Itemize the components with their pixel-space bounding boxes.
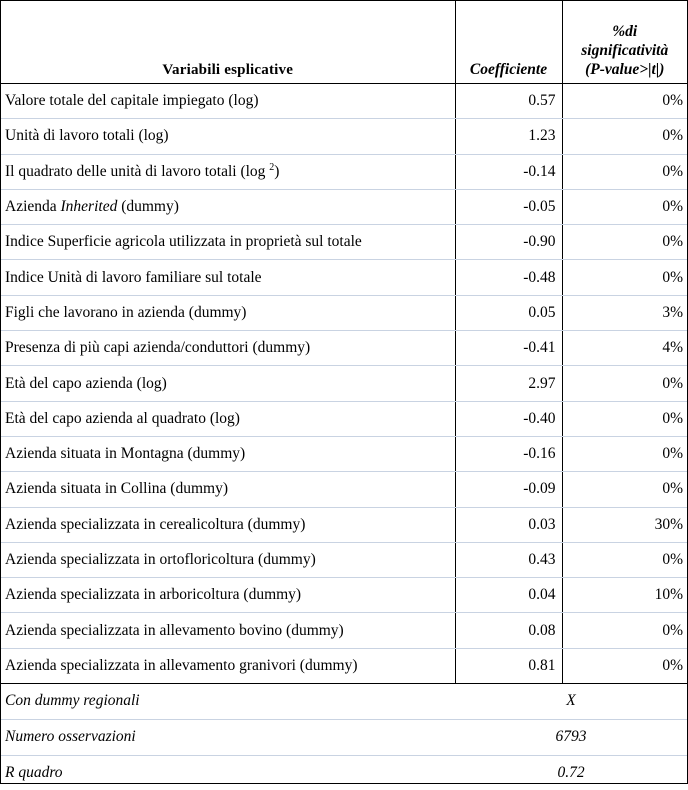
header-coefficient: Coefficiente: [455, 1, 562, 84]
table-row: [1, 507, 687, 542]
footer-value: 0.72: [557, 764, 585, 782]
row-label: Azienda specializzata in allevamento granivori (dummy): [1, 648, 455, 683]
footer-value: 6793: [455, 719, 687, 755]
table-row: [1, 542, 687, 577]
row-label: Figli che lavorano in azienda (dummy): [1, 295, 455, 330]
row-label-superscript: 2: [269, 162, 275, 174]
row-coefficient: -0.90: [455, 225, 562, 260]
row-coefficient: -0.41: [455, 331, 562, 366]
row-label: Azienda situata in Collina (dummy): [1, 472, 455, 507]
row-coefficient: 0.05: [455, 295, 562, 330]
footer-row-regional-dummies: [1, 684, 687, 720]
row-coefficient: 0.08: [455, 613, 562, 648]
row-coefficient: 0.04: [455, 578, 562, 613]
footer-value: X: [455, 684, 687, 720]
row-label: Azienda specializzata in arboricoltura (dummy): [1, 578, 455, 613]
header-significance-line2: significatività: [581, 42, 669, 59]
table-header-row: [1, 1, 687, 84]
row-pvalue: 0%: [562, 366, 687, 401]
row-pvalue: 0%: [562, 119, 687, 154]
table-row: [1, 648, 687, 683]
table-row: [1, 119, 687, 154]
row-label-text-end: (dummy): [117, 198, 179, 216]
row-coefficient: -0.09: [455, 472, 562, 507]
row-coefficient: 2.97: [455, 366, 562, 401]
row-pvalue: 10%: [562, 578, 687, 613]
row-label-text: Il quadrato delle unità di lavoro totali (log: [5, 163, 270, 181]
table-row: [1, 295, 687, 330]
row-pvalue: 3%: [562, 295, 687, 330]
header-significance-line3: (P-value>|t|): [585, 61, 665, 78]
row-pvalue: 0%: [562, 189, 687, 224]
row-label: Azienda situata in Montagna (dummy): [1, 436, 455, 471]
row-label: Unità di lavoro totali (log): [1, 119, 455, 154]
row-label-text: Azienda: [5, 198, 61, 216]
table-row: [1, 366, 687, 401]
row-pvalue: 0%: [562, 613, 687, 648]
table-row: [1, 331, 687, 366]
row-pvalue: 0%: [562, 154, 687, 189]
row-label-text-end: ): [274, 163, 280, 181]
footer-row-r-squared: [1, 755, 687, 790]
row-label: Indice Superficie agricola utilizzata in proprietà sul totale: [1, 225, 455, 260]
row-coefficient: 0.03: [455, 507, 562, 542]
table-row: [1, 401, 687, 436]
footer-label: R quadro: [5, 764, 63, 782]
row-coefficient: -0.48: [455, 260, 562, 295]
row-coefficient: 0.81: [455, 648, 562, 683]
row-coefficient: 0.57: [455, 84, 562, 119]
row-pvalue: 0%: [562, 225, 687, 260]
row-coefficient: 0.43: [455, 542, 562, 577]
row-coefficient: 1.23: [455, 119, 562, 154]
row-label: [1, 189, 455, 224]
row-label-italic: Inherited: [60, 198, 118, 216]
row-coefficient: -0.05: [455, 189, 562, 224]
row-label: Età del capo azienda (log): [1, 366, 455, 401]
row-coefficient: -0.40: [455, 401, 562, 436]
footer-row-observations: [1, 719, 687, 755]
table-row: [1, 578, 687, 613]
table-row: [1, 189, 687, 224]
table-row: [1, 260, 687, 295]
row-label: Azienda specializzata in ortofloricoltura (dummy): [1, 542, 455, 577]
row-label: Presenza di più capi azienda/conduttori (dummy): [1, 331, 455, 366]
row-label: Azienda specializzata in allevamento bovino (dummy): [1, 613, 455, 648]
header-significance: [562, 1, 687, 84]
row-label: Azienda specializzata in cerealicoltura (dummy): [1, 507, 455, 542]
table-row: [1, 84, 687, 119]
footer-label: Con dummy regionali: [1, 684, 455, 720]
row-pvalue: 0%: [562, 436, 687, 471]
row-pvalue: 4%: [562, 331, 687, 366]
row-pvalue: 0%: [562, 472, 687, 507]
row-pvalue: 0%: [562, 648, 687, 683]
header-variables: Variabili esplicative: [1, 1, 455, 84]
row-pvalue: 0%: [562, 84, 687, 119]
row-pvalue: 0%: [562, 260, 687, 295]
row-label: Valore totale del capitale impiegato (log): [1, 84, 455, 119]
header-significance-line1: %di: [612, 23, 638, 40]
row-pvalue: 30%: [562, 507, 687, 542]
table-row: [1, 154, 687, 189]
row-coefficient: -0.16: [455, 436, 562, 471]
footer-label: Numero osservazioni: [1, 719, 455, 755]
table-row: [1, 225, 687, 260]
row-label: Età del capo azienda al quadrato (log): [1, 401, 455, 436]
row-label: [1, 154, 455, 189]
row-label: Indice Unità di lavoro familiare sul totale: [1, 260, 455, 295]
row-pvalue: 0%: [562, 401, 687, 436]
table-row: [1, 472, 687, 507]
table-row: [1, 436, 687, 471]
row-coefficient: -0.14: [455, 154, 562, 189]
table-row: [1, 613, 687, 648]
regression-table: [1, 1, 687, 790]
row-pvalue: 0%: [562, 542, 687, 577]
